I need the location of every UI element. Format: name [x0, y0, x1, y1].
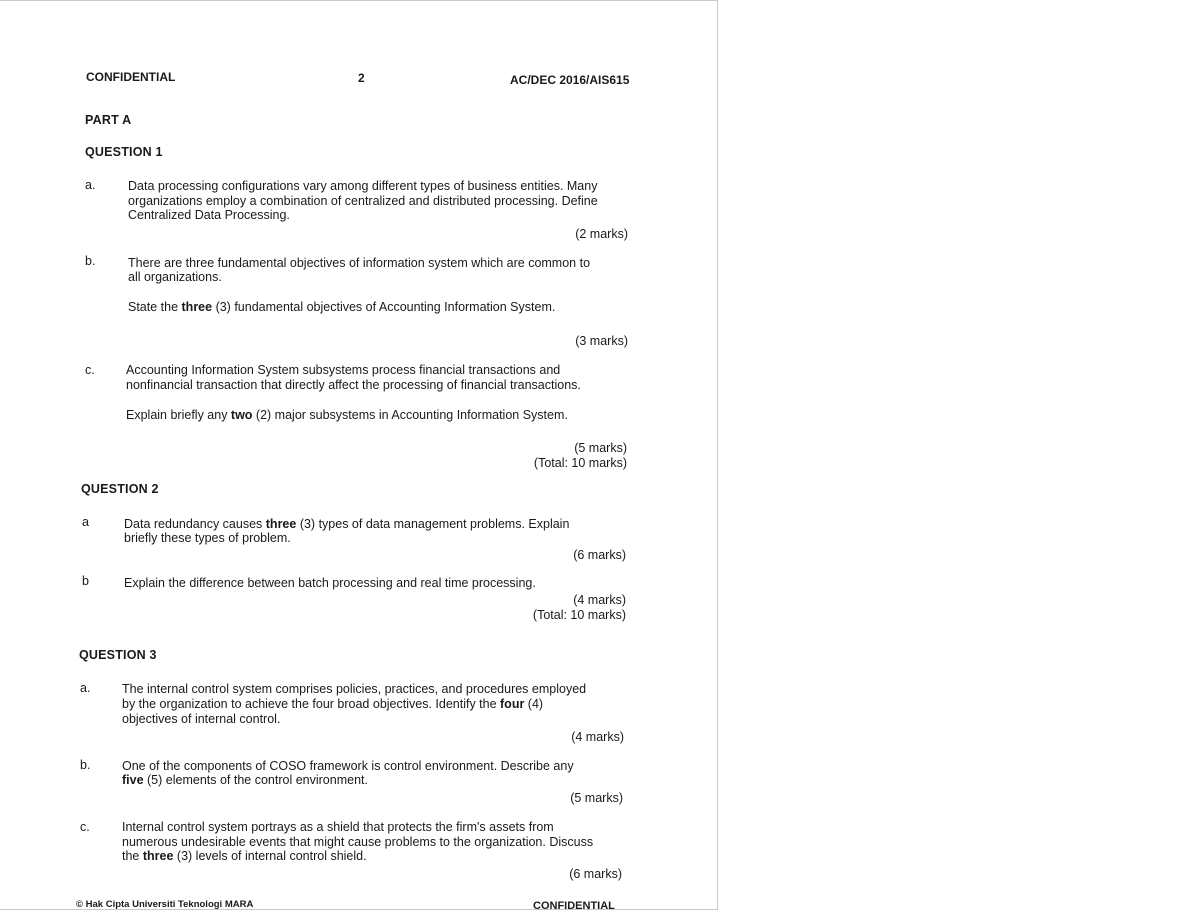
q1a-marks: (2 marks) [575, 227, 628, 241]
header-confidential: CONFIDENTIAL [86, 70, 176, 84]
question-1-title: QUESTION 1 [85, 145, 163, 159]
q1b-instruction: State the three (3) fundamental objectives of Accounting Information System. [128, 300, 556, 314]
page-number: 2 [358, 71, 365, 85]
q2a-line-2: briefly these types of problem. [124, 531, 291, 545]
q1a-label: a. [85, 178, 96, 192]
footer-copyright: © Hak Cipta Universiti Teknologi MARA [76, 899, 254, 910]
q1a-line-2: organizations employ a combination of centralized and distributed processing. Define [128, 194, 598, 208]
q1c-line-2: nonfinancial transaction that directly affect the processing of financial transactions. [126, 378, 581, 392]
part-title: PART A [85, 113, 132, 127]
q3a-label: a. [80, 681, 91, 695]
q1b-label: b. [85, 254, 96, 268]
q1a-line-1: Data processing configurations vary among different types of business entities. Many [128, 179, 598, 193]
q3c-label: c. [80, 820, 90, 834]
question-3-title: QUESTION 3 [79, 648, 157, 662]
q3b-label: b. [80, 758, 91, 772]
q3c-line-1: Internal control system portrays as a shield that protects the firm's assets from [122, 820, 554, 834]
q2-total: (Total: 10 marks) [532, 608, 626, 622]
q2b-label: b [82, 574, 89, 588]
q3b-marks: (5 marks) [570, 791, 623, 805]
q3a-marks: (4 marks) [571, 730, 624, 744]
q2b-line-1: Explain the difference between batch processing and real time processing. [124, 576, 536, 590]
q2a-label: a [82, 515, 89, 529]
q3b-line-1: One of the components of COSO framework is control environment. Describe any [122, 759, 574, 773]
q3c-line-2: numerous undesirable events that might cause problems to the organization. Discuss [122, 835, 594, 849]
q3b-line-2: five (5) elements of the control environment. [122, 773, 368, 787]
header-exam-code: AC/DEC 2016/AIS615 [510, 73, 630, 87]
q3a-line-1: The internal control system comprises policies, practices, and procedures employed [122, 682, 587, 696]
question-2-title: QUESTION 2 [81, 482, 159, 496]
q1b-line-1: There are three fundamental objectives of information system which are common to [128, 256, 591, 270]
q1a-line-3: Centralized Data Processing. [128, 208, 290, 222]
q1b-marks: (3 marks) [575, 334, 628, 348]
footer-confidential: CONFIDENTIAL [533, 900, 615, 912]
q1c-marks: (5 marks) [574, 441, 627, 455]
q2a-line-1: Data redundancy causes three (3) types of data management problems. Explain [124, 517, 570, 531]
q1c-instruction: Explain briefly any two (2) major subsystems in Accounting Information System. [126, 408, 568, 422]
q1b-line-2: all organizations. [128, 270, 222, 284]
q3a-line-2: by the organization to achieve the four broad objectives. Identify the four (4) [122, 697, 544, 711]
q2b-marks: (4 marks) [573, 593, 626, 607]
q1c-label: c. [85, 363, 95, 377]
q1-total: (Total: 10 marks) [533, 456, 627, 470]
q2a-marks: (6 marks) [573, 548, 626, 562]
q3a-line-3: objectives of internal control. [122, 712, 281, 726]
q3c-line-3: the three (3) levels of internal control shield. [122, 849, 367, 863]
q3c-marks: (6 marks) [569, 867, 622, 881]
q1c-line-1: Accounting Information System subsystems process financial transactions and [126, 363, 561, 377]
